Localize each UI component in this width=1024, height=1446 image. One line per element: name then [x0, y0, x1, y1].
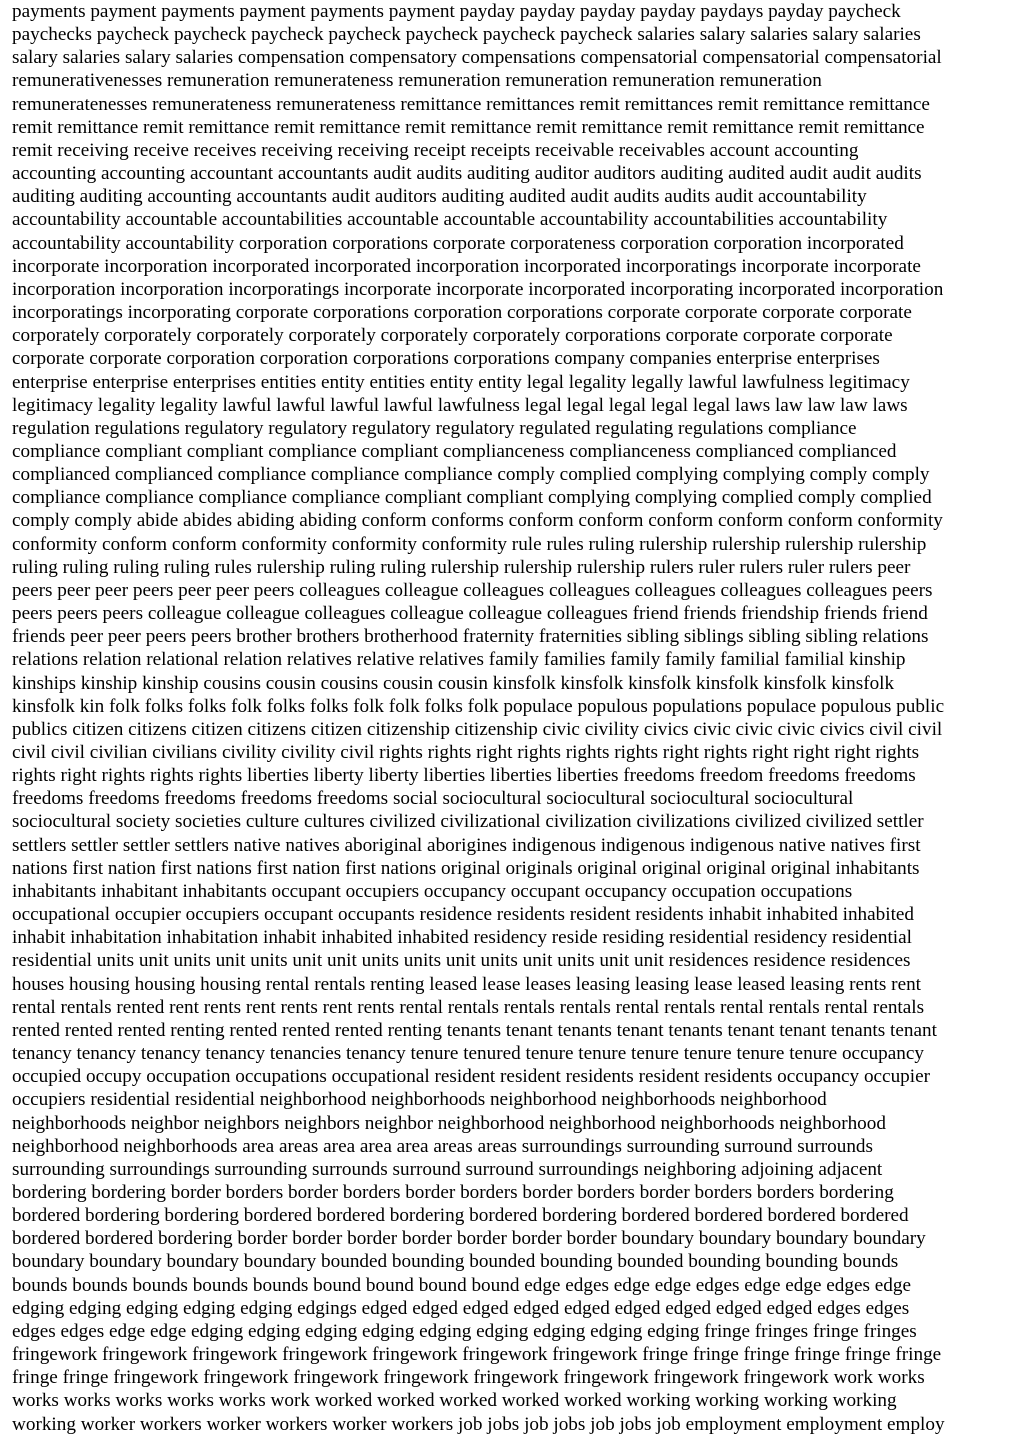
text-line: rental rentals rented rent rents rent rents rent rents rental rentals rentals rentals rental rentals rental rentals rental rentals [12, 996, 925, 1018]
text-line: fringe fringe fringework fringework fringework fringework fringework fringework fringework fringework work works [12, 1367, 925, 1389]
text-line: kinships kinship kinship cousins cousin cousins cousin cousin kinsfolk kinsfolk kinsfolk kinsfolk kinsfolk kinsfolk [12, 672, 895, 694]
text-line: legitimacy legality legality lawful lawful lawful lawful lawfulness legal legal legal legal legal laws law law law laws [12, 394, 908, 416]
text-line: remuneratenesses remunerateness remunerateness remittance remittances remit remittances remit remittance remittance [12, 93, 930, 115]
text-line: comply comply abide abides abiding abiding conform conforms conform conform conform conform conform conformity [12, 510, 943, 532]
text-line: nations first nation first nations first nation first nations original originals original original original original inhabitants [12, 857, 920, 879]
text-line: corporate corporate corporation corporation corporations corporations company companies enterprise enterprises [12, 348, 880, 370]
text-line: corporately corporately corporately corporately corporately corporately corporations corporate corporate corporate [12, 325, 893, 347]
text-line: inhabitants inhabitant inhabitants occupant occupiers occupancy occupant occupancy occupation occupations [12, 880, 853, 902]
text-line: residential units unit units unit units unit unit units units unit units unit units unit unit residences residence residences [12, 950, 911, 972]
text-line: peers peer peer peers peer peer peers colleagues colleague colleagues colleagues colleagues colleagues colleagues peers [12, 579, 933, 601]
text-line: bordered bordering bordering bordered bordered bordering bordered bordering bordered bordered bordered bordered [12, 1205, 909, 1227]
text-line: inhabit inhabitation inhabitation inhabit inhabited inhabited residency reside residing residential residency residential [12, 927, 912, 949]
text-line: surrounding surroundings surrounding surrounds surround surround surroundings neighboring adjoining adjacent [12, 1158, 883, 1180]
text-line: sociocultural society societies culture cultures civilized civilizational civilization civilizations civilized civilized settler [12, 811, 924, 833]
text-line: houses housing housing housing rental rentals renting leased lease leases leasing leasing lease leased leasing rents rent [12, 973, 922, 995]
text-line: boundary boundary boundary boundary bounded bounding bounded bounding bounded bounding bounding bounds [12, 1251, 899, 1273]
text-line: occupational occupier occupiers occupant occupants residence residents resident residents inhabit inhabited inhabited [12, 904, 915, 926]
text-line: remit receiving receive receives receiving receiving receipt receipts receivable receivables account accounting [12, 139, 859, 161]
text-line: rights right rights rights rights liberties liberty liberty liberties liberties liberties freedoms freedom freedoms freedoms [12, 765, 916, 787]
text-line: relations relation relational relation relatives relative relatives family families family family familial familial kinship [12, 649, 906, 671]
text-line: incorporate incorporation incorporated incorporated incorporation incorporated incorporatings incorporate incorporate [12, 255, 921, 277]
text-line: occupied occupy occupation occupations occupational resident resident residents resident residents occupancy occupier [12, 1066, 930, 1088]
text-line: enterprise enterprise enterprises entities entity entities entity entity legal legality legally lawful lawfulness legitimacy [12, 371, 910, 393]
text-line: occupiers residential residential neighborhood neighborhoods neighborhood neighborhoods neighborhood [12, 1089, 827, 1111]
text-line: edging edging edging edging edging edgings edged edged edged edged edged edged edged edged edged edges edges [12, 1297, 910, 1319]
text-line: publics citizen citizens citizen citizens citizen citizenship citizenship civic civility civics civic civic civic civics civil civil [12, 718, 943, 740]
text-line: paychecks paycheck paycheck paycheck paycheck paycheck paycheck paycheck salaries salary salaries salary salaries [12, 24, 921, 46]
text-line: tenancy tenancy tenancy tenancy tenancies tenancy tenure tenured tenure tenure tenure tenure tenure tenure occupancy [12, 1043, 924, 1065]
text-line: compliance compliant compliant compliance compliant complianceness complianceness complianced complianced [12, 440, 897, 462]
text-line: bordered bordered bordering border border border border border border border boundary boundary boundary boundary [12, 1228, 926, 1250]
text-line: auditing auditing accounting accountants audit auditors auditing audited audit audits audits audit accountability [12, 186, 867, 208]
text-line: regulation regulations regulatory regulatory regulatory regulatory regulated regulating regulations compliance [12, 417, 857, 439]
text-line: civil civil civilian civilians civility civility civil rights rights right rights rights rights right rights right right right rights [12, 742, 920, 763]
text-line: ruling ruling ruling ruling rules rulership ruling ruling rulership rulership rulership rulers ruler rulers ruler rulers peer [12, 556, 911, 578]
text-line: accounting accounting accountant accountants audit audits auditing auditor auditors auditing audited audit audit audits [12, 163, 922, 185]
text-line: fringework fringework fringework fringework fringework fringework fringework fringe fringe fringe fringe fringe fringe [12, 1344, 942, 1366]
text-line: neighborhoods neighbor neighbors neighbors neighbor neighborhood neighborhood neighborhoods neighborhood [12, 1112, 886, 1134]
text-line: neighborhood neighborhoods area areas area area area areas areas surroundings surrounding surround surrounds [12, 1135, 873, 1157]
text-line: settlers settler settler settlers native natives aboriginal aborigines indigenous indigenous indigenous native natives first [12, 834, 921, 856]
text-line: works works works works works work worked worked worked worked worked working working working working [12, 1390, 897, 1412]
text-line: rented rented rented renting rented rented rented renting tenants tenant tenants tenant tenants tenant tenant tenants tenant [12, 1019, 937, 1041]
text-line: edges edges edge edge edging edging edging edging edging edging edging edging edging fringe fringes fringe fringes [12, 1320, 917, 1342]
text-line: accountability accountable accountabilities accountable accountable accountability accountabilities accountability [12, 209, 888, 231]
text-line: accountability accountability corporation corporations corporate corporateness corporation corporation incorporated [12, 232, 904, 254]
text-line: bordering bordering border borders border borders border borders border borders border borders borders bordering [12, 1181, 894, 1203]
text-line: compliance compliance compliance compliance compliant compliant complying complying complied comply complied [12, 487, 932, 509]
text-line: kinsfolk kin folk folks folks folk folks folks folk folk folks folk populace populous populations populace populous public [12, 695, 945, 717]
word-list-document [12, 0, 1022, 1436]
text-line: salary salaries salary salaries compensation compensatory compensations compensatorial compensatorial compensatorial [12, 47, 942, 69]
text-line: complianced complianced compliance compliance compliance comply complied complying complying comply comply [12, 464, 930, 486]
text-line: conformity conform conform conformity conformity conformity rule rules ruling rulership rulership rulership rulership [12, 533, 927, 555]
text-line: remunerativenesses remuneration remunerateness remuneration remuneration remuneration remuneration [12, 70, 822, 92]
text-line: incorporation incorporation incorporatings incorporate incorporate incorporated incorporating incorporated incorporation [12, 278, 944, 300]
text-line: friends peer peer peers peers brother brothers brotherhood fraternity fraternities sibling siblings sibling sibling relations [12, 626, 929, 648]
text-line: bounds bounds bounds bounds bounds bound bound bound bound edge edges edge edge edges edge edge edges edge [12, 1274, 911, 1296]
text-line: freedoms freedoms freedoms freedoms freedoms social sociocultural sociocultural sociocultural sociocultural [12, 788, 854, 810]
text-line: payments payment payments payment payments payment payday payday payday payday paydays payday paycheck [12, 1, 901, 22]
text-line: remit remittance remit remittance remit remittance remit remittance remit remittance remit remittance remit remittance [12, 116, 925, 138]
text-line: working worker workers worker workers worker workers job jobs job jobs job jobs job employment employment employ [12, 1413, 945, 1435]
text-line: peers peers peers colleague colleague colleagues colleague colleague colleagues friend friends friendship friends friend [12, 603, 928, 625]
text-line: incorporatings incorporating corporate corporations corporation corporations corporate corporate corporate corporate [12, 302, 912, 324]
